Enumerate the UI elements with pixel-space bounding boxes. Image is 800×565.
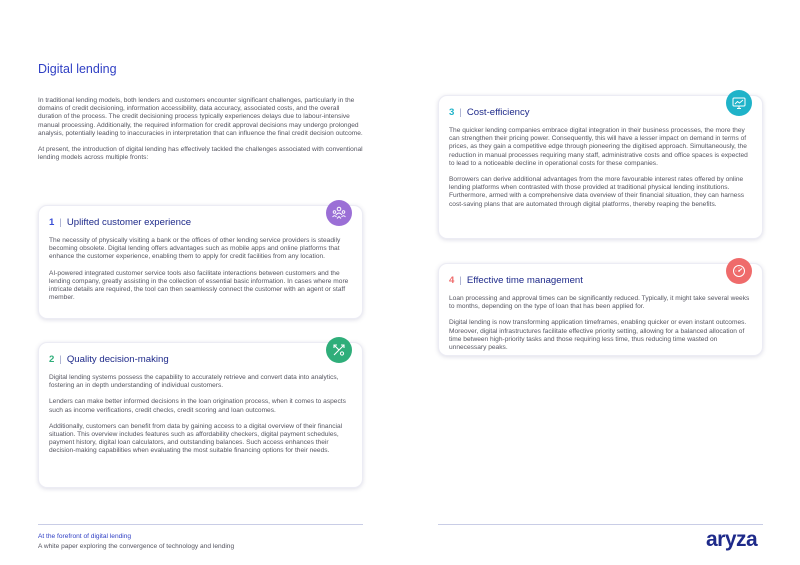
card-body xyxy=(449,127,752,209)
card-paragraph: Digital lending is now transforming application timeframes, enabling quicker or even instant outcomes. Moreover, digital infrastructures facilitate effective priority setting, allowing for a balanced allocation of time between high-priority tasks and those requiring less time, thus reducing time wasted on unnecessary peaks. xyxy=(449,319,747,352)
card-number: 2 xyxy=(49,354,55,365)
card-paragraph: The quicker lending companies embrace digital integration in their business processes, the more they can strengthen their pricing power. Consequently, this will have a lesser impact on demand in terms of prices, as they gain a competitive edge through pioneering the digitised approach. Simultaneously, the reduction in manual processes requiring many staff, administrative costs and office spaces is expected to lead to a noticeable decline in operational costs for these companies. xyxy=(449,127,748,167)
card-title: Uplifted customer experience xyxy=(66,217,192,228)
aryza-logo: aryza xyxy=(706,528,758,551)
monitor-chart-icon xyxy=(726,90,752,116)
card-separator: | xyxy=(459,275,462,286)
card-title: Cost-efficiency xyxy=(466,107,530,118)
card-number: 3 xyxy=(449,107,455,118)
footer-divider xyxy=(38,524,363,525)
page-title: Digital lending xyxy=(38,62,117,76)
card-body xyxy=(49,237,352,302)
card-paragraph: Borrowers can derive additional advantages from the more favourable interest rates offered by online lending platforms when contrasted with those provided at traditional physical lending institutions. Furthermore, armed with a comprehensive data overview of their financial situation, they can harness cost-saving plans that are automated through digital platforms, thereby reaping the benefits. xyxy=(449,176,745,208)
customer-group-icon xyxy=(326,200,352,226)
intro-paragraph: At present, the introduction of digital lending has effectively tackled the challenges associated with conventional lending models across multiple fronts: xyxy=(38,146,363,162)
card-body xyxy=(49,374,352,456)
card-title: Effective time management xyxy=(466,275,583,286)
card-paragraph: The necessity of physically visiting a bank or the offices of other lending service providers is steadily becoming obsolete. Digital lending offers advantages such as mobile apps and online platforms that enhance the customer experience, enabling them to apply for credit facilities from any location. xyxy=(49,237,341,261)
card-heading xyxy=(49,354,352,365)
footer-subtitle: A white paper exploring the convergence of technology and lending xyxy=(38,543,235,550)
card-uplifted-customer-experience xyxy=(38,205,363,319)
speedometer-icon xyxy=(726,258,752,284)
card-paragraph: AI-powered integrated customer service tools also facilitate interactions between customers and the lending company, greatly assisting in the collection of essential basic information. In cases where more intricate details are required, the tool can then seamlessly connect the customer with an agent or staff member. xyxy=(49,269,349,302)
footer-title: At the forefront of digital lending xyxy=(38,533,132,540)
card-heading xyxy=(449,107,752,118)
card-separator: | xyxy=(59,217,62,228)
card-paragraph: Additionally, customers can benefit from data by gaining access to a digital overview of their financial situation. This overview includes features such as affordability checkers, digital payment schedules, payment history, digital loan calculators, and outstanding balances. Such access enhances their decision-making capabilities when evaluating the most suitable financing options for their needs. xyxy=(49,422,343,455)
card-effective-time-management xyxy=(438,263,763,356)
card-heading xyxy=(49,217,352,228)
intro-text xyxy=(38,97,363,170)
card-paragraph: Loan processing and approval times can be significantly reduced. Typically, it might take several weeks to months, depending on the type of loan that has been applied for. xyxy=(449,295,750,311)
card-heading xyxy=(449,275,752,286)
card-separator: | xyxy=(59,354,62,365)
card-quality-decision-making xyxy=(38,342,363,488)
card-body xyxy=(449,295,752,352)
card-paragraph: Lenders can make better informed decisions in the loan origination process, when it comes to aspects such as income verifications, credit checks, credit scoring and loan outcomes. xyxy=(49,398,346,414)
card-paragraph: Digital lending systems possess the capability to accurately retrieve and convert data into analytics, fostering an in depth understanding of individual customers. xyxy=(49,374,339,390)
card-title: Quality decision-making xyxy=(66,354,169,365)
card-number: 1 xyxy=(49,217,55,228)
card-number: 4 xyxy=(449,275,455,286)
footer-divider xyxy=(438,524,763,525)
intro-paragraph: In traditional lending models, both lenders and customers encounter significant challenges, particularly in the domains of credit decisioning, information accessibility, data accuracy, associated costs, and the overall duration of the process. The credit decisioning process typically experiences delays due to labour-intensive manual processing. Additionally, the required information for credit approval decisions may undergo prolonged analysis, potentially leading to inaccuracies in interpretation that can influence the final credit decision outcome. xyxy=(38,97,363,137)
card-separator: | xyxy=(459,107,462,118)
card-cost-efficiency xyxy=(438,95,763,239)
decision-arrows-icon xyxy=(326,337,352,363)
